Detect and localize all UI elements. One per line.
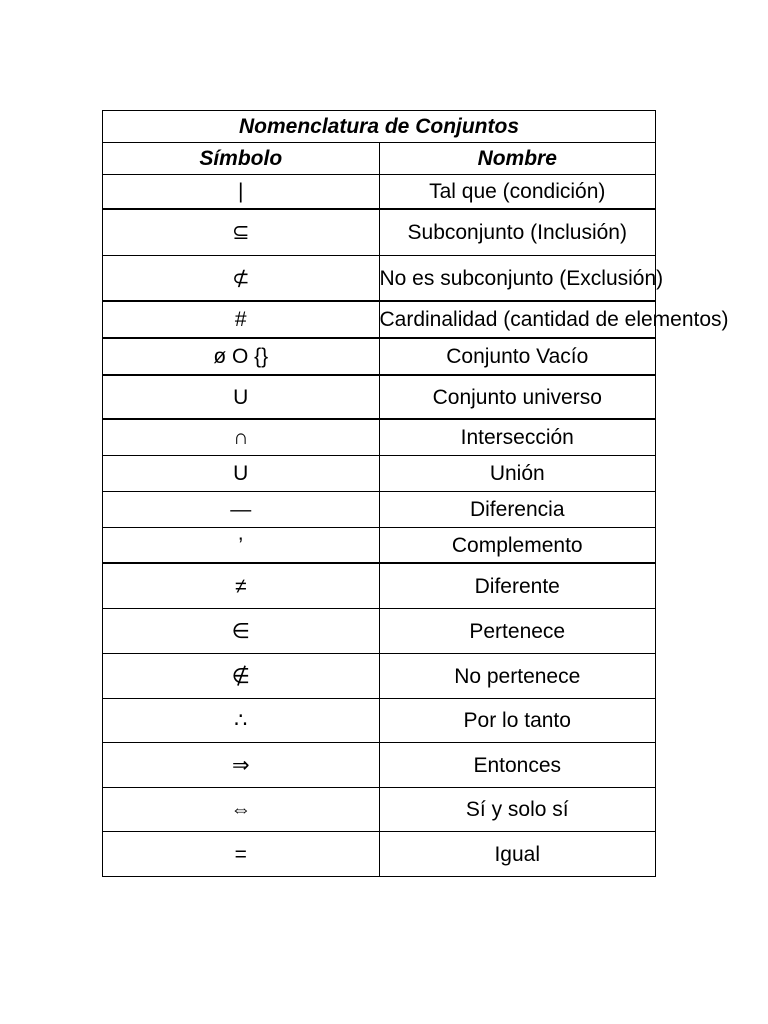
name-cell: Conjunto Vacío bbox=[379, 338, 656, 375]
symbol-cell: ∈ bbox=[103, 609, 380, 654]
table-row bbox=[103, 492, 656, 528]
name-cell: Conjunto universo bbox=[379, 375, 656, 419]
table-row bbox=[103, 788, 656, 832]
name-cell: Cardinalidad (cantidad de elementos) bbox=[379, 301, 656, 338]
table-row bbox=[103, 256, 656, 302]
symbol-cell: ⊄ bbox=[103, 256, 380, 302]
table-row bbox=[103, 743, 656, 788]
table-row bbox=[103, 528, 656, 564]
table-row bbox=[103, 375, 656, 419]
symbol-cell: ⊆ bbox=[103, 209, 380, 256]
symbol-cell: ∉ bbox=[103, 654, 380, 699]
symbol-cell: U bbox=[103, 456, 380, 492]
table-row bbox=[103, 832, 656, 877]
name-cell: Diferente bbox=[379, 563, 656, 609]
name-cell: Por lo tanto bbox=[379, 699, 656, 743]
table-row bbox=[103, 699, 656, 743]
table-row bbox=[103, 301, 656, 338]
header-row bbox=[103, 143, 656, 175]
name-cell: Unión bbox=[379, 456, 656, 492]
symbol-cell: # bbox=[103, 301, 380, 338]
table-row bbox=[103, 419, 656, 456]
name-cell: Diferencia bbox=[379, 492, 656, 528]
symbol-cell: | bbox=[103, 175, 380, 210]
table-title: Nomenclatura de Conjuntos bbox=[103, 111, 656, 143]
name-cell: No es subconjunto (Exclusión) bbox=[379, 256, 656, 302]
symbol-cell: = bbox=[103, 832, 380, 877]
name-cell: Entonces bbox=[379, 743, 656, 788]
table-row bbox=[103, 209, 656, 256]
table-row bbox=[103, 609, 656, 654]
symbol-column-header: Símbolo bbox=[103, 143, 380, 175]
table-row bbox=[103, 338, 656, 375]
symbol-cell: — bbox=[103, 492, 380, 528]
name-column-header: Nombre bbox=[379, 143, 656, 175]
table-row bbox=[103, 175, 656, 210]
title-row bbox=[103, 111, 656, 143]
table-row bbox=[103, 654, 656, 699]
symbol-cell: ⇒ bbox=[103, 743, 380, 788]
name-cell: Complemento bbox=[379, 528, 656, 564]
table-row bbox=[103, 563, 656, 609]
symbol-cell: ∩ bbox=[103, 419, 380, 456]
symbol-cell: ⇔ bbox=[103, 788, 380, 832]
name-cell: No pertenece bbox=[379, 654, 656, 699]
set-nomenclature-table bbox=[102, 110, 729, 877]
name-cell: Subconjunto (Inclusión) bbox=[379, 209, 656, 256]
symbol-cell: U bbox=[103, 375, 380, 419]
table-row bbox=[103, 456, 656, 492]
name-cell: Igual bbox=[379, 832, 656, 877]
name-cell: Sí y solo sí bbox=[379, 788, 656, 832]
name-cell: Intersección bbox=[379, 419, 656, 456]
name-cell: Tal que (condición) bbox=[379, 175, 656, 210]
table-body bbox=[103, 111, 729, 877]
symbol-cell: ≠ bbox=[103, 563, 380, 609]
name-cell: Pertenece bbox=[379, 609, 656, 654]
symbol-cell: ∴ bbox=[103, 699, 380, 743]
symbol-cell: ø O {} bbox=[103, 338, 380, 375]
symbol-cell: ’ bbox=[103, 528, 380, 564]
